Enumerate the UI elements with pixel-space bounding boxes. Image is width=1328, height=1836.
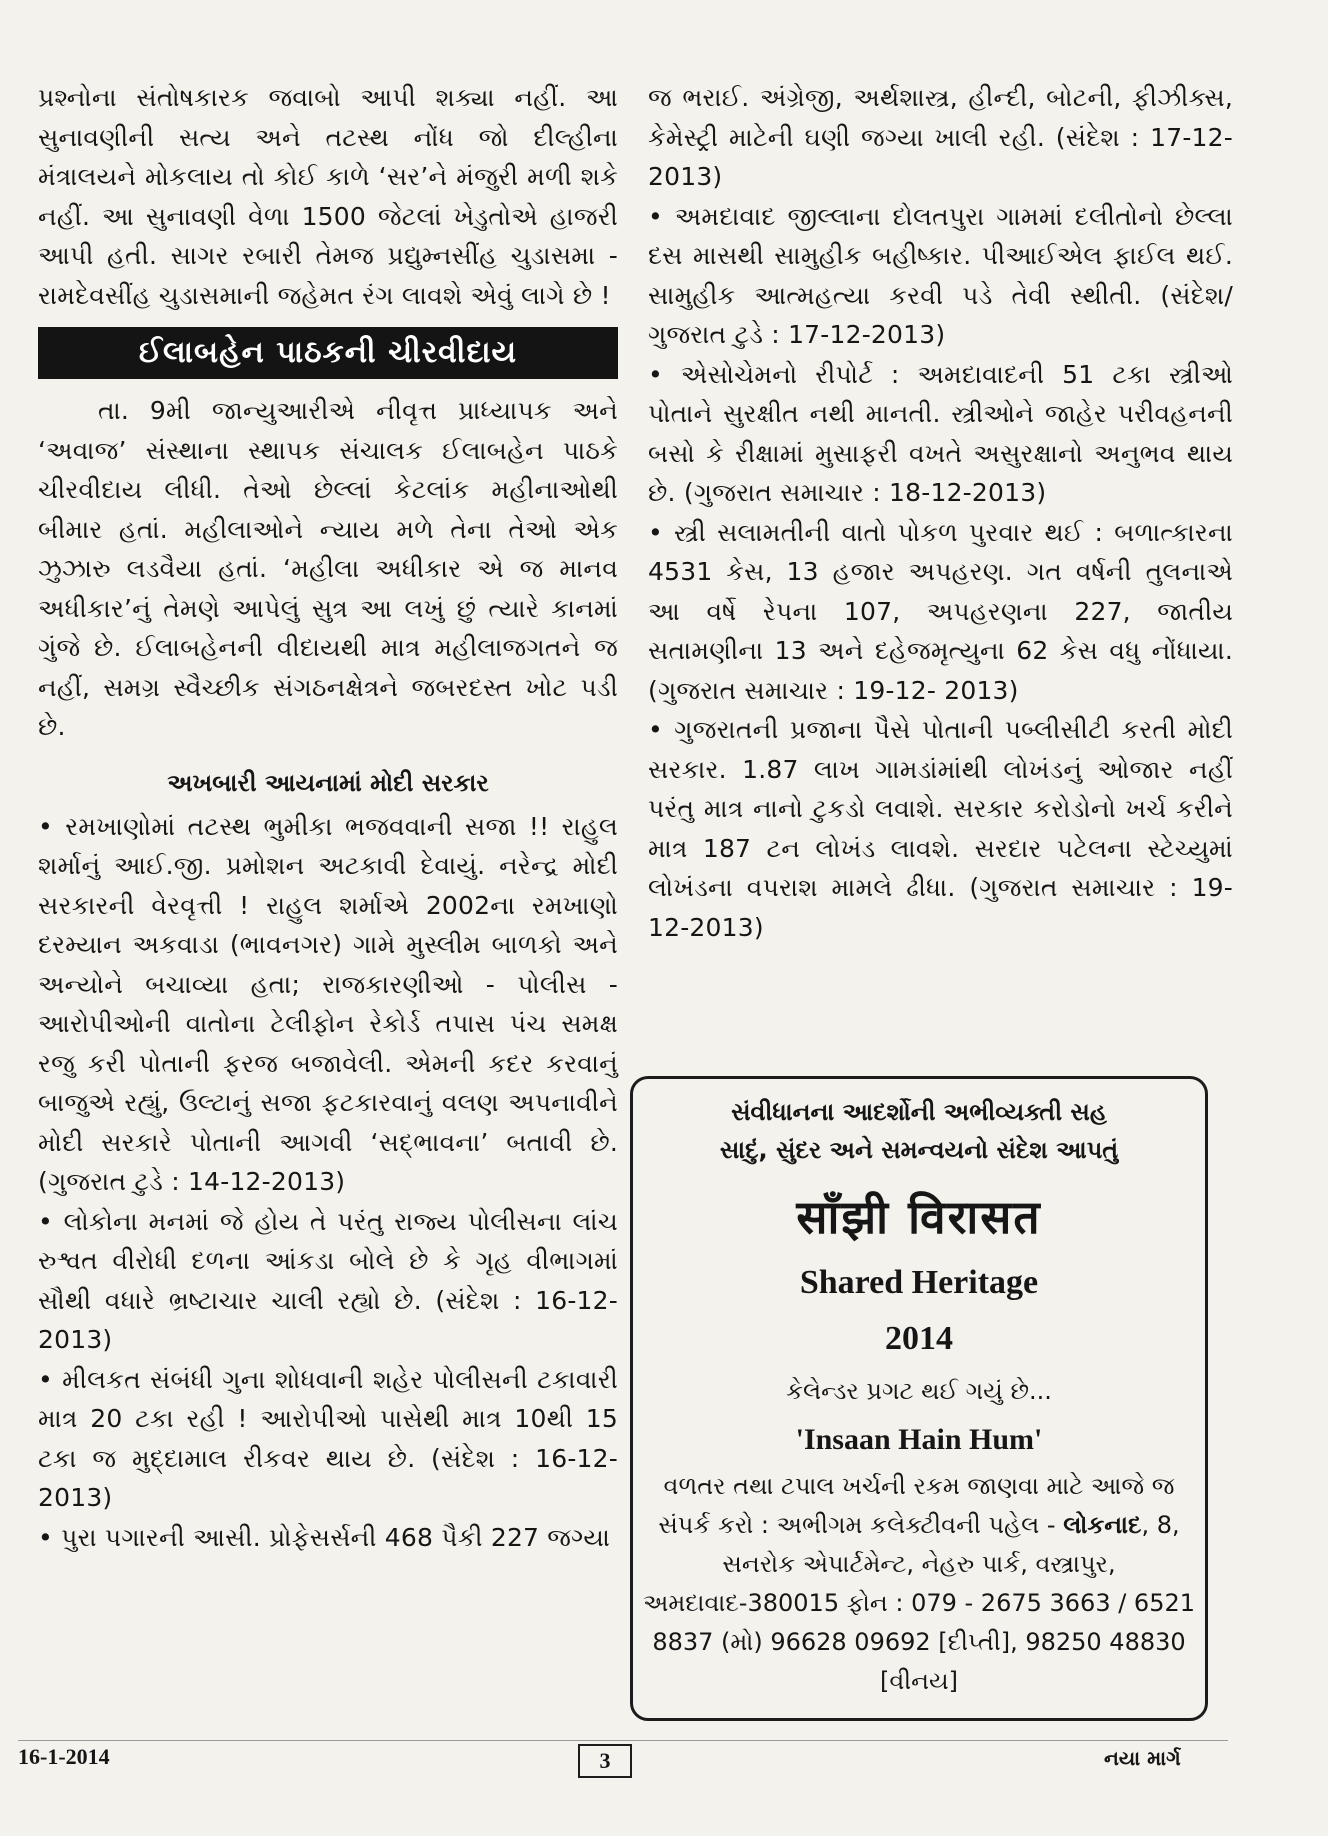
publication-name: નયા માર્ગ (1104, 1746, 1181, 1770)
news-roundup-subheading: અખબારી આયનામાં મોદી સરકાર (167, 768, 489, 797)
news-item: • સ્ત્રી સલામતીની વાતો પોકળ પુરવાર થઈ : બળાત્કારના 4531 કેસ, 13 હજાર અપહરણ. ગત વર્ષની તુલનાએ આ વર્ષે રેપના 107, અપહરણના 227, જાતીય સતામણીના 13 અને દહેજમૃત્યુના 62 કેસ વધુ નોંધાયા. (ગુજરાત સમાચાર : 19-12- 2013) (648, 517, 1233, 705)
issue-date: 16-1-2014 (18, 1744, 110, 1769)
page-number: 3 (578, 1744, 632, 1778)
ad-contact-intro: વળતર તથા ટપાલ ખર્ચની રકમ જાણવા માટે આજે જ સંપર્ક કરો : અભીગમ કલેક્ટીવની પહેલ - (658, 1472, 1175, 1539)
ad-year: 2014 (885, 1320, 953, 1357)
calendar-advertisement (630, 1076, 1208, 1721)
ad-release-note: કેલેન્ડર પ્રગટ થઈ ગયું છે... (786, 1377, 1052, 1405)
intro-paragraph: પ્રશ્નોના સંતોષકારક જવાબો આપી શક્યા નહીં. આ સુનાવણીની સત્ય અને તટસ્થ નોંધ જો દીલ્હીના મંત્રાલયને મોકલાય તો કોઈ કાળે ‘સર’ને મંજુરી મળી શકે નહીં. આ સુનાવણી વેળા 1500 જેટલાં ખેડુતોએ હાજરી આપી હતી. સાગર રબારી તેમજ પ્રદ્યુમ્નસીંહ ચુડાસમા - રામદેવસીંહ ચુડાસમાની જહેમત રંગ લાવશે એવું લાગે છે ! (38, 83, 618, 310)
ad-quote: 'Insaan Hain Hum' (795, 1423, 1043, 1456)
obituary-paragraph: તા. 9મી જાન્યુઆરીએ નીવૃત્ત પ્રાધ્યાપક અને ‘અવાજ’ સંસ્થાના સ્થાપક સંચાલક ઈલાબહેન પાઠકે ચીરવીદાય લીધી. તેઓ છેલ્લાં કેટલાંક મહીનાઓથી બીમાર હતાં. મહીલાઓને ન્યાય મળે તેના તેઓ એક ઝુઝારુ લડવૈયા હતાં. ‘મહીલા અધીકાર એ જ માનવ અધીકાર’નું તેમણે આપેલું સુત્ર આ લખું છું ત્યારે કાનમાં ગુંજે છે. ઈલાબહેનની વીદાયથી માત્ર મહીલાજગતને જ નહીં, સમગ્ર સ્વૈચ્છીક સંગઠનક્ષેત્રને જબરદસ્ત ખોટ પડી છે. (38, 396, 618, 741)
news-item: • ગુજરાતની પ્રજાના પૈસે પોતાની પબ્લીસીટી કરતી મોદી સરકાર. 1.87 લાખ ગામડાંમાંથી લોખંડનું ઓજાર નહીં પરંતુ માત્ર નાનો ટુકડો લવાશે. સરકાર કરોડોનો ખર્ચ કરીને માત્ર 187 ટન લોખંડ લાવશે. સરદાર પટેલના સ્ટેચ્યુમાં લોખંડના વપરાશ મામલે ઢીધા. (ગુજરાત સમાચાર : 19-12-2013) (648, 715, 1233, 942)
continued-paragraph: જ ભરાઈ. અંગ્રેજી, અર્થશાસ્ત્ર, હીન્દી, બોટની, ફીઝીક્સ, કેમેસ્ટ્રી માટેની ઘણી જગ્યા ખાલી રહી. (સંદેશ : 17-12- 2013) (648, 83, 1233, 191)
ad-contact-org: લોકનાદ (1063, 1511, 1142, 1539)
news-item: • મીલકત સંબંધી ગુના શોધવાની શહેર પોલીસની ટકાવારી માત્ર 20 ટકા રહી ! આરોપીઓ પાસેથી માત્ર 10થી 15 ટકા જ મુદ્દામાલ રીકવર થાય છે. (સંદેશ : 16-12-2013) (38, 1364, 618, 1512)
news-item: • રમખાણોમાં તટસ્થ ભુમીકા ભજવવાની સજા !! રાહુલ શર્માનું આઈ.જી. પ્રમોશન અટકાવી દેવાયું. નરેન્દ્ર મોદી સરકારની વેરવૃત્તી ! રાહુલ શર્માએ 2002ના રમખાણો દરમ્યાન અકવાડા (ભાવનગર) ગામે મુસ્લીમ બાળકો અને અન્યોને બચાવ્યા હતા; રાજકારણીઓ - પોલીસ - આરોપીઓની વાતોના ટેલીફોન રેકોર્ડ તપાસ પંચ સમક્ષ રજુ કરી પોતાની ફરજ બજાવેલી. એમની કદર કરવાનું બાજુએ રહ્યું, ઉલ્ટાનું સજા ફટકારવાનું વલણ અપનાવીને મોદી સરકારે પોતાની આગવી ‘સદ્ભાવના’ બતાવી છે. (ગુજરાત ટુડે : 14-12-2013) (38, 811, 618, 1196)
news-item: • અમદાવાદ જીલ્લાના દોલતપુરા ગામમાં દલીતોનો છેલ્લા દસ માસથી સામુહીક બહીષ્કાર. પીઆઈએલ ફાઈલ થઈ. સામુહીક આત્મહત્યા કરવી પડે તેવી સ્થીતી. (સંદેશ/ ગુજરાત ટુડે : 17-12-2013) (648, 201, 1233, 349)
right-column (648, 78, 1233, 947)
ad-tagline-1: સંવીધાનના આદર્શોની અભીવ્યક્તી સહ (731, 1098, 1107, 1126)
news-item: • એસોચેમનો રીપોર્ટ : અમદાવાદની 51 ટકા સ્ત્રીઓ પોતાને સુરક્ષીત નથી માનતી. સ્ત્રીઓને જાહેર પરીવહનની બસો કે રીક્ષામાં મુસાફરી વખતે અસુરક્ષાનો અનુભવ થાય છે. (ગુજરાત સમાચાર : 18-12-2013) (648, 359, 1233, 507)
ad-english-title: Shared Heritage (799, 1264, 1039, 1301)
obituary-heading: ઈલાબહેન પાઠકની ચીરવીદાય (38, 327, 618, 379)
ad-hindi-title: साँझी विरासत (796, 1190, 1042, 1244)
left-column (38, 78, 618, 1557)
ad-contact-info (633, 1467, 1205, 1701)
ad-tagline-2: સાદું, સુંદર અને સમન્વયનો સંદેશ આપતું (719, 1136, 1119, 1164)
footer-divider (18, 1740, 1228, 1741)
ad-contact-address: , 8, સનરોક એપાર્ટમેન્ટ, નેહરુ પાર્ક, વસ્ત્રાપુર, અમદાવાદ-380015 ફોન : 079 - 2675 3663 / 6521 8837 (મો) 96628 09692 [દીપ્તી], 98250 48830 [વીનય] (643, 1511, 1196, 1695)
news-item: • લોકોના મનમાં જે હોય તે પરંતુ રાજ્ય પોલીસના લાંચ રુશ્વત વીરોધી દળના આંકડા બોલે છે કે ગૃહ વીભાગમાં સૌથી વધારે ભ્રષ્ટાચાર ચાલી રહ્યો છે. (સંદેશ : 16-12-2013) (38, 1206, 618, 1354)
news-item: • પુરા પગારની આસી. પ્રોફેસર્સની 468 પૈકી 227 જગ્યા (38, 1522, 611, 1552)
